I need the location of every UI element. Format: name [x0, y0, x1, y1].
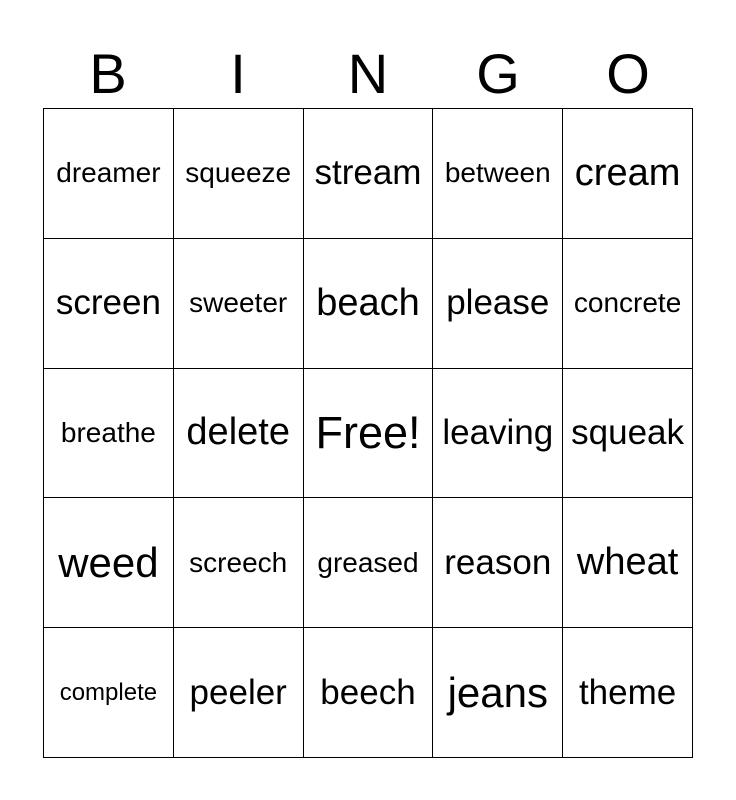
- cell-word: squeeze: [185, 157, 292, 189]
- header-letter-g: G: [476, 42, 520, 105]
- cell-word: wheat: [576, 541, 679, 584]
- bingo-cell[interactable]: [563, 369, 693, 499]
- free-space-cell[interactable]: [304, 369, 434, 499]
- cell-word: weed: [58, 538, 159, 586]
- cell-word: delete: [186, 411, 290, 454]
- cell-word: theme: [578, 672, 677, 712]
- cell-word: concrete: [573, 287, 682, 319]
- bingo-cell[interactable]: [174, 109, 304, 239]
- cell-word: between: [444, 157, 551, 189]
- header-letter-o: O: [606, 42, 650, 105]
- cell-word: peeler: [189, 672, 287, 712]
- bingo-cell[interactable]: [433, 109, 563, 239]
- cell-word: breathe: [60, 416, 156, 448]
- bingo-cell[interactable]: [44, 239, 174, 369]
- free-space-label: Free!: [315, 406, 421, 458]
- bingo-board: [43, 108, 693, 758]
- bingo-cell[interactable]: [304, 498, 434, 628]
- cell-word: please: [446, 283, 550, 323]
- bingo-cell[interactable]: [563, 239, 693, 369]
- bingo-cell[interactable]: [304, 628, 434, 758]
- bingo-cell[interactable]: [304, 239, 434, 369]
- cell-word: cream: [574, 151, 681, 194]
- cell-word: squeak: [571, 412, 685, 452]
- cell-word: leaving: [442, 412, 554, 452]
- cell-word: greased: [317, 546, 419, 578]
- bingo-cell[interactable]: [433, 498, 563, 628]
- bingo-cell[interactable]: [174, 239, 304, 369]
- cell-word: reason: [444, 542, 552, 582]
- bingo-cell[interactable]: [44, 109, 174, 239]
- cell-word: complete: [59, 678, 158, 706]
- bingo-cell[interactable]: [174, 498, 304, 628]
- bingo-cell[interactable]: [44, 498, 174, 628]
- bingo-header: [43, 40, 693, 108]
- bingo-cell[interactable]: [433, 628, 563, 758]
- bingo-cell[interactable]: [174, 628, 304, 758]
- bingo-cell[interactable]: [304, 109, 434, 239]
- cell-word: jeans: [447, 668, 548, 716]
- header-letter-n: N: [347, 42, 389, 105]
- header-letter-i: I: [230, 42, 246, 105]
- cell-word: stream: [314, 153, 422, 193]
- bingo-cell[interactable]: [563, 109, 693, 239]
- cell-word: screech: [189, 546, 288, 578]
- bingo-cell[interactable]: [563, 628, 693, 758]
- bingo-cell[interactable]: [433, 239, 563, 369]
- cell-word: beach: [316, 281, 420, 324]
- cell-word: dreamer: [56, 157, 161, 189]
- cell-word: beech: [320, 672, 416, 712]
- cell-word: screen: [55, 283, 161, 323]
- bingo-cell[interactable]: [174, 369, 304, 499]
- bingo-cell[interactable]: [433, 369, 563, 499]
- bingo-cell[interactable]: [44, 628, 174, 758]
- bingo-cell[interactable]: [563, 498, 693, 628]
- header-letter-b: B: [89, 42, 127, 105]
- cell-word: sweeter: [189, 287, 288, 319]
- bingo-cell[interactable]: [44, 369, 174, 499]
